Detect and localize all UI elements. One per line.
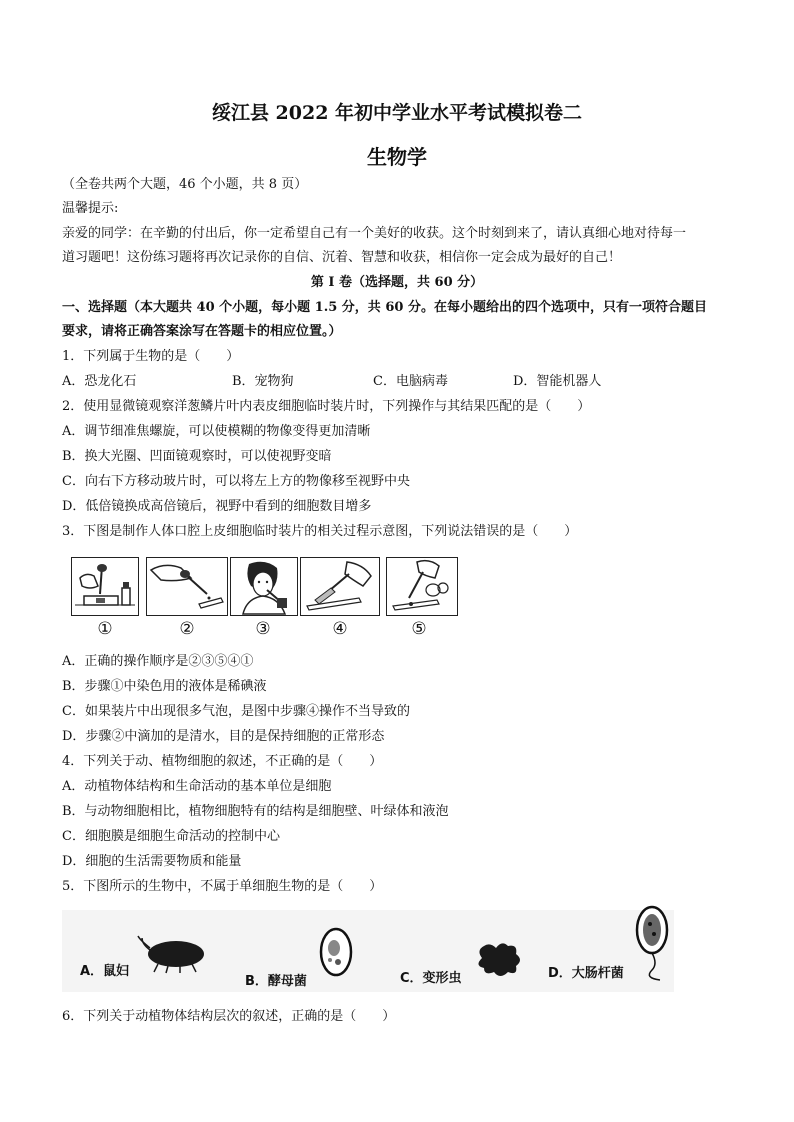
tip-line-2: 道习题吧！这份练习题将再次记录你的自信、沉着、智慧和收获，相信你一定会成为最好的自己！ — [62, 250, 622, 265]
step-3-scraping-image — [230, 557, 298, 616]
q3-stem: 3．下图是制作人体口腔上皮细胞临时装片的相关过程示意图，下列说法错误的是（ ） — [62, 524, 578, 539]
q4-option-a: A．动植物体结构和生命活动的基本单位是细胞 — [62, 779, 332, 794]
q5-label-c: C．变形虫 — [400, 971, 462, 986]
woodlouse-image — [136, 934, 212, 974]
q6-stem: 6．下列关于动植物体结构层次的叙述，正确的是（ ） — [62, 1009, 396, 1024]
q2-stem: 2．使用显微镜观察洋葱鳞片叶内表皮细胞临时装片时，下列操作与其结果匹配的是（ ） — [62, 399, 591, 414]
section-instruction-2: 要求，请将正确答案涂写在答题卡的相应位置。） — [62, 324, 342, 339]
q2-option-a: A．调节细准焦螺旋，可以使模糊的物像变得更加清晰 — [62, 424, 371, 439]
q4-option-d: D．细胞的生活需要物质和能量 — [62, 854, 242, 869]
q4-option-c: C．细胞膜是细胞生命活动的控制中心 — [62, 829, 280, 844]
step-1-staining-image — [71, 557, 139, 616]
q3-option-c: C．如果装片中出现很多气泡，是图中步骤④操作不当导致的 — [62, 704, 410, 719]
q4-stem: 4．下列关于动、植物细胞的叙述，不正确的是（ ） — [62, 754, 383, 769]
q5-label-a: A．鼠妇 — [80, 964, 130, 979]
tip-label: 温馨提示: — [62, 201, 119, 216]
step-4-covering-image — [300, 557, 380, 616]
q1-option-d: D．智能机器人 — [513, 374, 602, 389]
step-2-dropping-image — [146, 557, 228, 616]
step-4-number: ④ — [332, 619, 348, 639]
exam-scope: （全卷共两个大题，46 个小题，共 8 页） — [62, 177, 308, 192]
step-1-number: ① — [97, 619, 113, 639]
q3-option-d: D．步骤②中滴加的是清水，目的是保持细胞的正常形态 — [62, 729, 385, 744]
yeast-image — [318, 926, 354, 978]
q1-stem: 1．下列属于生物的是（ ） — [62, 349, 240, 364]
step-5-number: ⑤ — [411, 619, 427, 639]
q5-label-d: D．大肠杆菌 — [548, 966, 624, 981]
step-2-number: ② — [179, 619, 195, 639]
section-heading: 第 I 卷（选择题，共 60 分） — [310, 275, 484, 290]
amoeba-image — [474, 940, 524, 980]
q2-option-d: D．低倍镜换成高倍镜后，视野中看到的细胞数目增多 — [62, 499, 372, 514]
q1-option-c: C．电脑病毒 — [373, 374, 448, 389]
q5-stem: 5．下图所示的生物中，不属于单细胞生物的是（ ） — [62, 879, 383, 894]
q5-label-b: B．酵母菌 — [245, 974, 307, 989]
tip-line-1: 亲爱的同学：在辛勤的付出后，你一定希望自己有一个美好的收获。这个时刻到来了，请认真细心地对待每一 — [62, 226, 687, 241]
q4-option-b: B．与动物细胞相比，植物细胞特有的结构是细胞壁、叶绿体和液泡 — [62, 804, 449, 819]
subject-title: 生物学 — [367, 145, 427, 169]
q2-option-c: C．向右下方移动玻片时，可以将左上方的物像移至视野中央 — [62, 474, 410, 489]
e-coli-image — [630, 904, 674, 982]
q1-option-a: A．恐龙化石 — [62, 374, 137, 389]
step-3-number: ③ — [255, 619, 271, 639]
q2-option-b: B．换大光圈、凹面镜观察时，可以使视野变暗 — [62, 449, 332, 464]
q1-option-b: B．宠物狗 — [232, 374, 294, 389]
section-instruction-1: 一、选择题（本大题共 40 个小题，每小题 1.5 分，共 60 分。在每小题给出的四个选项中，只有一项符合题目 — [62, 300, 707, 315]
q3-option-a: A．正确的操作顺序是②③⑤④① — [62, 654, 254, 669]
q3-option-b: B．步骤①中染色用的液体是稀碘液 — [62, 679, 267, 694]
step-5-placing-image — [386, 557, 458, 616]
exam-title: 绥江县 2022 年初中学业水平考试模拟卷二 — [211, 102, 583, 124]
